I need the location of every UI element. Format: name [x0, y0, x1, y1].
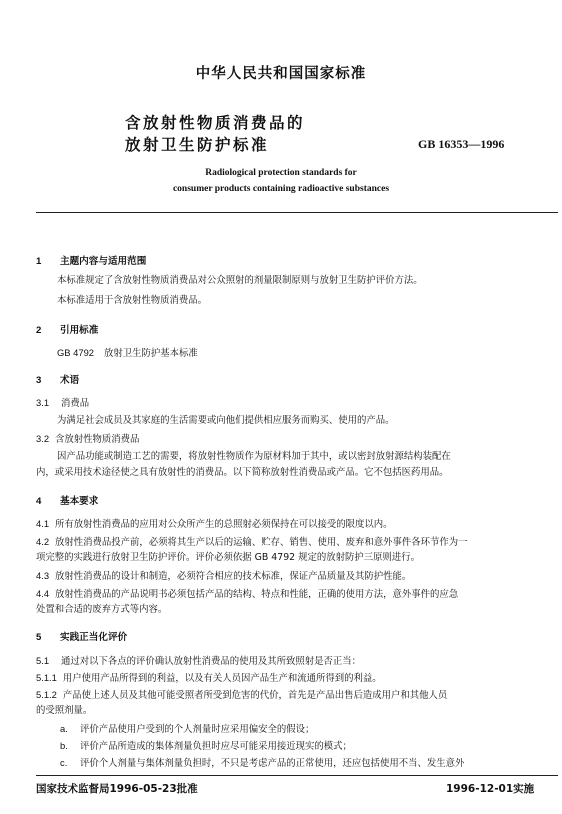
section-title: 基本要求: [60, 496, 99, 507]
clause-4-2: [36, 536, 468, 549]
clause-number: 5.1.1: [36, 672, 57, 683]
clause-text: 放射性消费品的设计和制造，必须符合相应的技术标准，保证产品质量及其防护性能。: [55, 571, 412, 582]
clause-text: 用户使用产品所得到的利益，以及有关人员因产品生产和流通所得到的利益。: [62, 673, 382, 684]
clause-number: 4.1: [36, 518, 50, 529]
section-title: 主题内容与适用范围: [60, 256, 147, 267]
list-label: b.: [60, 740, 68, 751]
list-item-a: [60, 723, 314, 736]
clause-4-2-continuation: 项完整的实践进行放射卫生防护评价。评价必须依据 GB 4792 规定的放射防护三原则进行。: [36, 552, 420, 563]
list-label: c.: [60, 757, 68, 768]
document-title-line-1: 含放射性物质消费品的: [125, 114, 306, 132]
footer-divider: [36, 775, 558, 776]
clause-4-1: [36, 518, 393, 531]
paragraph: 本标准适用于含放射性物质消费品。: [57, 295, 208, 306]
clause-number: 4.4: [36, 588, 50, 599]
list-item-b: [60, 740, 352, 753]
section-4-heading: [36, 493, 98, 507]
national-standard-heading: 中华人民共和国国家标准: [195, 66, 367, 82]
section-title: 引用标准: [60, 325, 99, 336]
section-number: 1: [36, 256, 42, 267]
section-2-heading: [36, 322, 98, 336]
reference-code: GB 4792: [57, 347, 95, 358]
section-number: 5: [36, 632, 42, 643]
term-title: 消费品: [61, 398, 90, 409]
reference-entry: [57, 347, 198, 360]
clause-5-1-1: [36, 672, 382, 685]
term-title: 含放射性物质消费品: [55, 434, 140, 445]
section-5-heading: [36, 629, 127, 643]
list-text: 评价个人剂量与集体剂量负担时，不只是考虑产品的正常使用，还应包括使用不当、发生意外: [80, 758, 465, 769]
clause-number: 5.1.2: [36, 689, 57, 700]
implementation-date: 1996-12-01实施: [446, 783, 535, 795]
list-text: 评价产品所造成的集体剂量负担时应尽可能采用接近现实的模式；: [80, 741, 352, 752]
term-definition-line-2: 内，或采用技术途径使之具有放射性的消费品。以下简称放射性消费品或产品。它不包括医药用品。: [36, 467, 449, 478]
reference-title: 放射卫生防护基本标准: [104, 348, 198, 359]
term-definition-line-1: 因产品功能或制造工艺的需要，将放射性物质作为原材料加于其中，或以密封放射源结构装配在: [57, 451, 451, 462]
header-divider: [36, 212, 558, 213]
clause-4-3: [36, 570, 411, 583]
section-number: 4: [36, 496, 42, 507]
section-number: 3: [36, 375, 42, 386]
clause-text: 通过对以下各点的评价确认放射性消费品的使用及其所致照射是否正当：: [61, 656, 362, 667]
section-number: 2: [36, 325, 42, 336]
paragraph: 本标准规定了含放射性物质消费品对公众照射的剂量限制原则与放射卫生防护评价方法。: [57, 275, 423, 286]
list-label: a.: [60, 723, 68, 734]
clause-text: 放射性消费品投产前，必须将其生产以后的运输、贮存、销售、使用、废弃和意外事件各环节作为一: [55, 537, 468, 548]
document-title-line-2: 放射卫生防护标准: [125, 136, 270, 154]
english-title-line-2: consumer products containing radioactive substances: [172, 184, 390, 194]
clause-number: 4.2: [36, 536, 50, 547]
clause-number: 3.1: [36, 397, 50, 408]
clause-5-1: [36, 655, 361, 668]
clause-text: 放射性消费品的产品说明书必须包括产品的结构、特点和性能，正确的使用方法，意外事件的应急: [55, 589, 459, 600]
clause-text: 产品使上述人员及其他可能受照者所受到危害的代价，首先是产品出售后造成用户和其他人员: [62, 690, 448, 701]
list-text: 评价产品使用户受到的个人剂量时应采用偏安全的假设；: [80, 724, 315, 735]
clause-number: 5.1: [36, 655, 50, 666]
clause-text: 所有放射性消费品的应用对公众所产生的总照射必须保持在可以接受的限度以内。: [55, 519, 393, 530]
standard-number: GB 16353—1996: [418, 137, 505, 151]
clause-5-1-2: [36, 689, 447, 702]
english-title-line-1: Radiological protection standards for: [205, 168, 357, 178]
clause-number: 3.2: [36, 433, 50, 444]
section-3-heading: [36, 372, 79, 386]
section-1-heading: [36, 253, 146, 267]
clause-4-4: [36, 588, 458, 601]
approval-statement: 国家技术监督局1996-05-23批准: [36, 783, 198, 795]
term-3-2: [36, 433, 139, 446]
section-title: 术语: [60, 375, 80, 386]
clause-5-1-2-continuation: 的受照剂量。: [36, 705, 93, 716]
term-3-1: [36, 397, 89, 410]
clause-4-4-continuation: 处置和合适的废弃方式等内容。: [36, 604, 168, 615]
term-definition: 为满足社会成员及其家庭的生活需要或向他们提供相应服务而购买、使用的产品。: [57, 415, 395, 426]
list-item-c: [60, 757, 464, 770]
section-title: 实践正当化评价: [60, 632, 128, 643]
clause-number: 4.3: [36, 570, 50, 581]
